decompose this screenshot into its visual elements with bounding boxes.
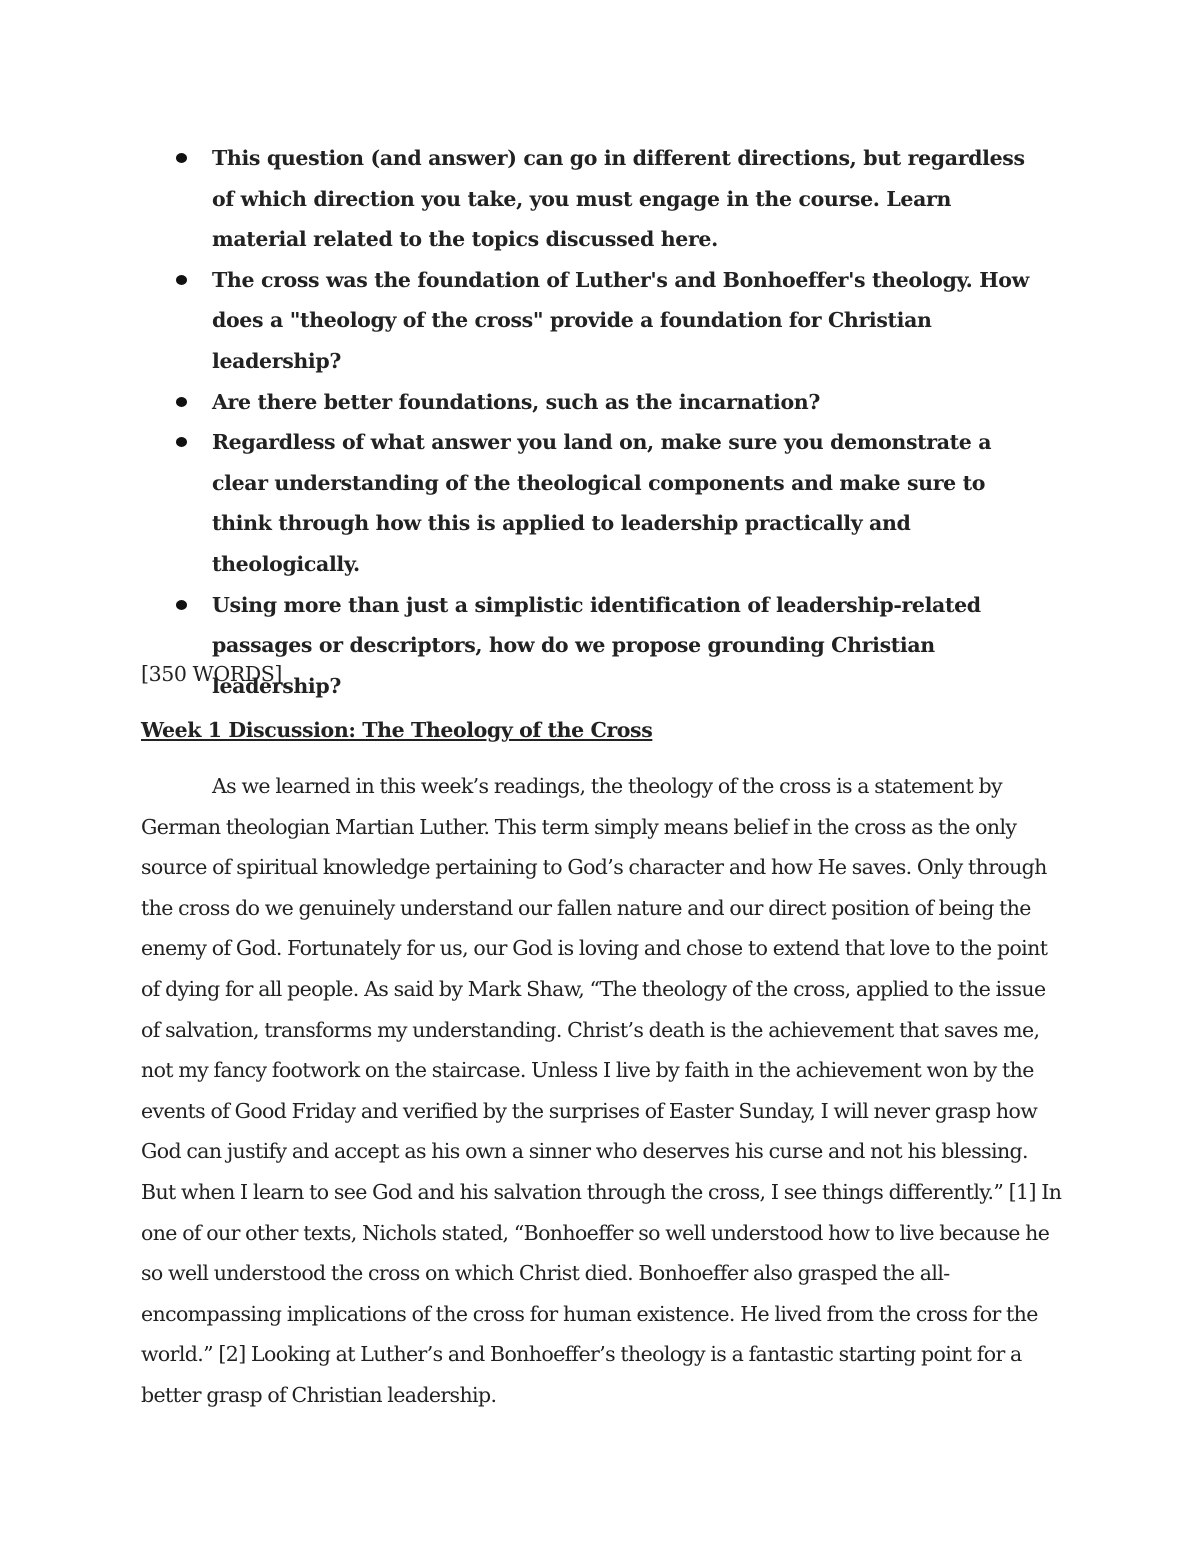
instruction-bullet-text: Regardless of what answer you land on, make sure you demonstrate a clear understanding of the theological components and make sure to think through how this is applied to leadership practically and theologically. bbox=[212, 430, 992, 576]
bullet-icon bbox=[176, 397, 187, 407]
instruction-bullet-list bbox=[170, 138, 1050, 706]
bullet-icon bbox=[176, 153, 187, 163]
instruction-bullet-item bbox=[170, 138, 1050, 260]
instruction-bullet-text: Are there better foundations, such as the incarnation? bbox=[212, 389, 821, 414]
discussion-title: Week 1 Discussion: The Theology of the Cross bbox=[141, 718, 653, 742]
instruction-bullet-text: This question (and answer) can go in different directions, but regardless of which direction you take, you must engage in the course. Learn material related to the topics discussed here. bbox=[212, 146, 1025, 252]
bullet-icon bbox=[176, 437, 187, 447]
instruction-bullet-text: The cross was the foundation of Luther's and Bonhoeffer's theology. How does a "theology of the cross" provide a foundation for Christian leadership? bbox=[212, 267, 1029, 373]
instruction-bullet-text: Using more than just a simplistic identification of leadership-related passages or descriptors, how do we propose grounding Christian leadership? bbox=[212, 592, 981, 698]
instruction-bullet-item bbox=[170, 382, 1050, 423]
instruction-bullet-item bbox=[170, 260, 1050, 382]
instruction-bullet-item bbox=[170, 422, 1050, 584]
bullet-icon bbox=[176, 275, 187, 285]
body-paragraph: As we learned in this week’s readings, the theology of the cross is a statement by German theologian Martian Luther. This term simply means belief in the cross as the only source of spiritual knowledge pertaining to God’s character and how He saves. Only through the cross do we genuinely understand our fallen nature and our direct position of being the enemy of God. Fortunately for us, our God is loving and chose to extend that love to the point of dying for all people. As said by Mark Shaw, “The theology of the cross, applied to the issue of salvation, transforms my understanding. Christ’s death is the achievement that saves me, not my fancy footwork on the staircase. Unless I live by faith in the achievement won by the events of Good Friday and verified by the surprises of Easter Sunday, I will never grasp how God can justify and accept as his own a sinner who deserves his curse and not his blessing. But when I learn to see God and his salvation through the cross, I see things differently.” [1] In one of our other texts, Nichols stated, “Bonhoeffer so well understood how to live because he so well understood the cross on which Christ died. Bonhoeffer also grasped the all-encompassing implications of the cross for human existence. He lived from the cross for the world.” [2] Looking at Luther’s and Bonhoeffer’s theology is a fantastic starting point for a better grasp of Christian leadership. bbox=[141, 774, 1062, 1407]
word-count-label: [350 WORDS] bbox=[141, 662, 283, 686]
instruction-bullet-item bbox=[170, 585, 1050, 707]
bullet-icon bbox=[176, 600, 187, 610]
